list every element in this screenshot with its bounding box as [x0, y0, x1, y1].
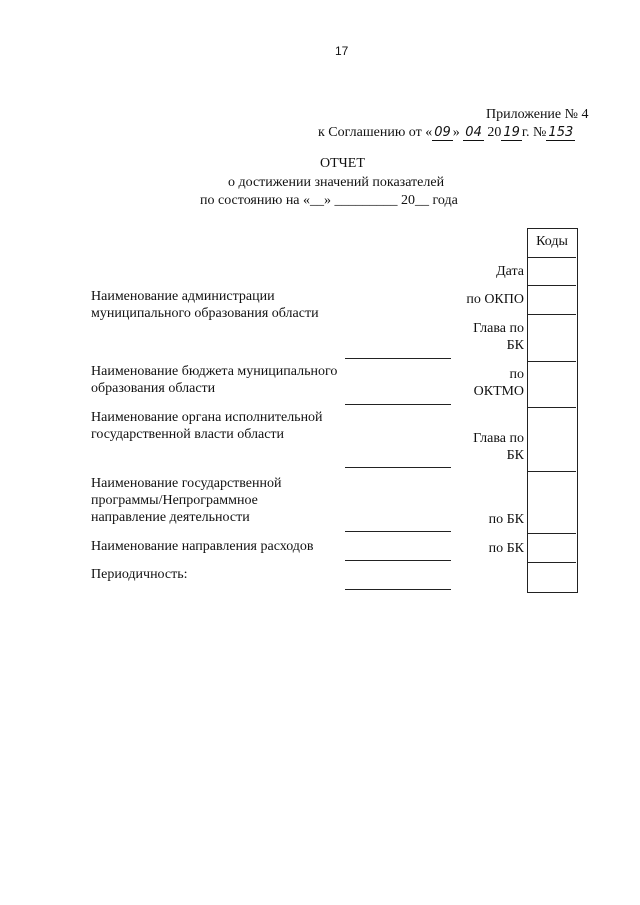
- year-suffix: г. №: [521, 125, 547, 140]
- report-date-line: по состоянию на «__» _________ 20__ года: [200, 193, 458, 208]
- label-program: Наименование государственной программы/Непрограммное направление деятельности: [91, 476, 282, 525]
- agreement-number: 153: [548, 125, 574, 140]
- label-administration: Наименование администрации муниципального образования области: [91, 289, 319, 321]
- codes-row-divider: [527, 533, 576, 534]
- label-po-bk-1: по БК: [488, 512, 524, 527]
- field-line-periodicity: [345, 589, 451, 590]
- codes-row-divider: [527, 314, 576, 315]
- agreement-year: 19: [503, 125, 520, 140]
- quote-close: »: [452, 125, 460, 140]
- codes-row-divider: [527, 361, 576, 362]
- agreement-day: 09: [434, 125, 451, 140]
- agreement-month: 04: [465, 125, 482, 140]
- label-budget: Наименование бюджета муниципального образования области: [91, 364, 338, 396]
- codes-row-divider: [527, 257, 576, 258]
- field-line-administration: [345, 358, 451, 359]
- codes-row-divider: [527, 562, 576, 563]
- label-oktmo: по ОКТМО: [473, 367, 524, 399]
- page-number: 17: [335, 44, 349, 58]
- field-line-organ: [345, 467, 451, 468]
- appendix-label: Приложение № 4: [486, 107, 589, 122]
- codes-row-divider: [527, 407, 576, 408]
- agreement-line: [318, 125, 575, 141]
- report-title: ОТЧЕТ: [320, 156, 365, 171]
- label-glava-bk-1: Глава по БК: [473, 321, 524, 353]
- codes-row-divider: [527, 471, 576, 472]
- codes-header: Коды: [536, 234, 568, 249]
- label-organ: Наименование органа исполнительной государственной власти области: [91, 410, 323, 442]
- codes-row-divider: [527, 285, 576, 286]
- codes-table: [527, 228, 578, 593]
- label-glava-bk-2: Глава по БК: [473, 431, 524, 463]
- label-expense: Наименование направления расходов: [91, 539, 314, 554]
- report-subtitle: о достижении значений показателей: [228, 175, 445, 190]
- year-prefix: 20: [487, 125, 502, 140]
- label-periodicity: Периодичность:: [91, 567, 188, 582]
- label-date: Дата: [496, 264, 524, 279]
- field-line-expense: [345, 560, 451, 561]
- agreement-prefix: к Соглашению от «: [318, 125, 433, 140]
- label-po-bk-2: по БК: [488, 541, 524, 556]
- field-line-program: [345, 531, 451, 532]
- field-line-budget: [345, 404, 451, 405]
- label-okpo: по ОКПО: [466, 292, 524, 307]
